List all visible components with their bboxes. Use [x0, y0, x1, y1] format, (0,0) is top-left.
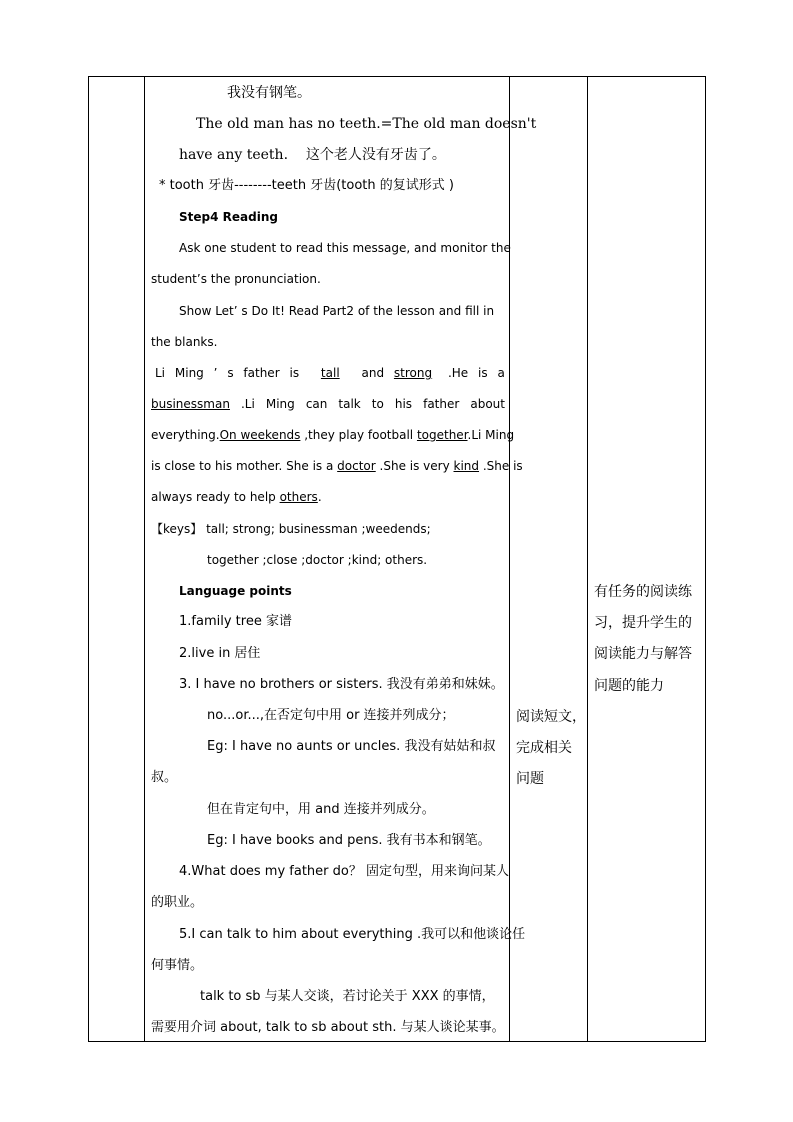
activity-line: 完成相关 [516, 740, 572, 756]
fill-blank-line [151, 457, 523, 475]
word: about [470, 397, 505, 411]
word: .He [447, 366, 469, 380]
text-line [179, 146, 446, 164]
word: father [423, 397, 460, 411]
text-span: ,they play football [300, 428, 417, 442]
answer-keys-continued: together ;close ;doctor ;kind; others. [207, 553, 428, 567]
answer-blank: others [279, 490, 318, 504]
word: a [497, 366, 505, 380]
word: can [305, 397, 328, 411]
text-span: have any teeth. [179, 147, 289, 163]
text-line: 5.I can talk to him about everything .我可以和他谈论任 [179, 927, 526, 942]
text-span: .She is [479, 459, 523, 473]
word: to [371, 397, 384, 411]
design-intent-cell [588, 77, 706, 1041]
text-line: 3. I have no brothers or sisters. 我没有弟弟和妹妹。 [179, 677, 504, 692]
text-span: . [317, 490, 322, 504]
text-line: Eg: I have books and pens. 我有书本和钢笔。 [207, 833, 491, 848]
activity-line: 阅读短文， [516, 709, 586, 725]
text-span: .Li Ming [467, 428, 515, 442]
text-line: 何事情。 [151, 958, 204, 973]
activity-line: 问题 [516, 771, 544, 787]
word: ’ [213, 366, 218, 380]
word: Ming [265, 397, 295, 411]
answer-blank: kind [453, 459, 480, 473]
text-span: always ready to help [151, 490, 280, 504]
word: s [227, 366, 234, 380]
answer-keys: 【keys】 tall; strong; businessman ;weedends; [151, 522, 431, 536]
text-span: .She is very [375, 459, 454, 473]
text-line: no...or...,在否定句中用 or 连接并列成分； [207, 708, 455, 723]
text-line: student’s the pronunciation. [151, 272, 321, 286]
word: Ming [174, 366, 204, 380]
fill-blank-line [151, 488, 322, 506]
word: father [243, 366, 280, 380]
section-heading: Step4 Reading [179, 210, 278, 224]
fill-blank-line [151, 395, 505, 413]
answer-blank: together [416, 428, 468, 442]
word: is [478, 366, 488, 380]
fill-blank-line [151, 426, 514, 444]
lesson-table [88, 76, 706, 1042]
text-span: is close to his mother. She is a [151, 459, 338, 473]
intent-line: 阅读能力与解答 [594, 646, 692, 662]
text-line: 的职业。 [151, 895, 204, 910]
text-line: 叔。 [151, 770, 178, 785]
intent-line: 有任务的阅读练 [594, 584, 692, 600]
text-line: Show Let’ s Do It! Read Part2 of the lesson and fill in [179, 304, 495, 318]
intent-line: 习，提升学生的 [594, 615, 692, 631]
student-activity-cell [510, 77, 587, 1041]
text-span: everything. [151, 428, 220, 442]
answer-blank: On weekends [219, 428, 301, 442]
text-line: 需要用介词 about, talk to sb about sth. 与某人谈论某事。 [151, 1020, 505, 1035]
text-line: the blanks. [151, 335, 218, 349]
fill-blank-line [155, 364, 505, 382]
answer-blank: doctor [337, 459, 376, 473]
text-line: 1.family tree 家谱 [179, 614, 292, 629]
answer-blank: tall [320, 366, 340, 380]
text-line: Eg: I have no aunts or uncles. 我没有姑姑和叔 [207, 739, 496, 754]
text-span: 这个老人没有牙齿了。 [305, 147, 446, 163]
word: and [361, 366, 385, 380]
answer-blank: businessman [151, 397, 230, 411]
answer-blank: strong [393, 366, 433, 380]
word: his [394, 397, 413, 411]
text-line: 4.What does my father do？ 固定句型，用来询问某人 [179, 864, 509, 879]
word: is [289, 366, 300, 380]
text-line: 2.live in 居住 [179, 646, 261, 661]
word: .Li [240, 397, 255, 411]
intent-line: 问题的能力 [594, 678, 664, 694]
text-line: Ask one student to read this message, and monitor the [179, 241, 511, 255]
text-line: 但在肯定句中，用 and 连接并列成分。 [207, 802, 435, 817]
text-line: * tooth 牙齿--------teeth 牙齿(tooth 的复试形式 ) [159, 178, 454, 193]
text-line: talk to sb 与某人交谈，若讨论关于 XXX 的事情， [200, 989, 495, 1004]
word: talk [338, 397, 361, 411]
text-line: The old man has no teeth.=The old man doesn't [196, 116, 537, 132]
blank-column-cell [89, 77, 144, 1041]
text-line: 我没有钢笔。 [227, 85, 311, 101]
word: Li [155, 366, 166, 380]
section-heading: Language points [179, 584, 292, 598]
